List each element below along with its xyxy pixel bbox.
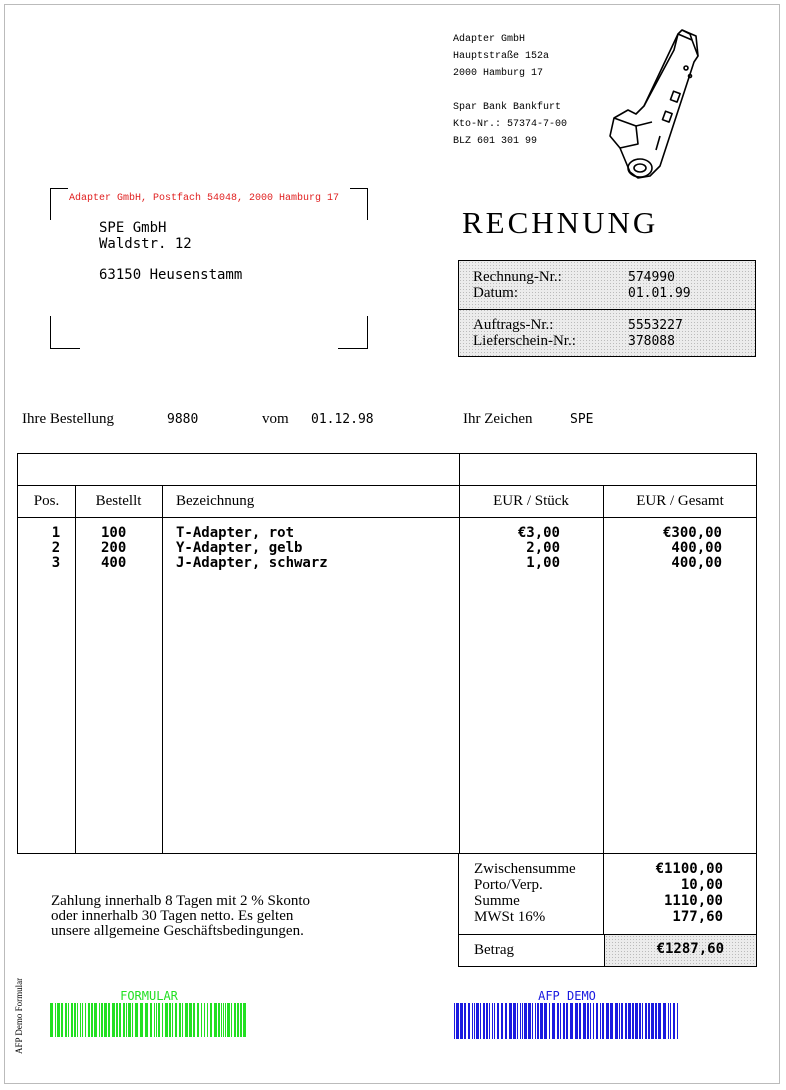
subtotal-label: Zwischensumme [474,861,576,877]
barcode-bar [472,1003,473,1039]
amount-value: €1287,60 [656,941,724,957]
barcode-bar [673,1003,675,1039]
shipping-value: 10,00 [680,877,723,893]
barcode-bar [524,1003,527,1039]
row-pos: 3 [51,555,61,571]
barcode-bar [587,1003,589,1039]
barcode-bar [221,1003,222,1037]
barcode-bar [80,1003,81,1037]
barcode-bar [108,1003,110,1037]
barcode-bar [50,1003,53,1037]
order-no-label: Auftrags-Nr.: [473,317,554,333]
order-from-label: vom [262,411,289,427]
spacer [99,252,242,267]
barcode-bar [544,1003,547,1039]
barcode-bar [606,1003,609,1039]
window-corner [50,316,51,349]
barcode-bar [476,1003,479,1039]
barcode-bar [225,1003,226,1037]
barcode-bar [140,1003,143,1037]
barcode-bar [123,1003,125,1037]
table-line [18,485,756,486]
return-address: Adapter GmbH, Postfach 54048, 2000 Hamburg 17 [69,193,340,204]
barcode-bar [227,1003,230,1037]
barcode-bar [517,1003,518,1039]
reference-label: Ihr Zeichen [463,411,533,427]
invoice-no: 574990 [628,270,675,285]
barcode-bar [513,1003,516,1039]
barcode-bar [218,1003,220,1037]
barcode-bar [179,1003,181,1037]
barcode-bar [494,1003,495,1039]
barcode-bar [145,1003,148,1037]
side-text: AFP Demo Formular [14,977,24,1054]
barcode-bar [234,1003,236,1037]
barcode-bar [537,1003,539,1039]
barcode-bar [575,1003,578,1039]
table-line [18,517,756,518]
barcode-bar [169,1003,171,1037]
barcode-bar [210,1003,212,1037]
barcode-bar [593,1003,594,1039]
barcode-bar [563,1003,565,1039]
document-title: RECHNUNG [462,205,659,240]
recipient-name: SPE GmbH [99,220,167,236]
barcode-bar [648,1003,650,1039]
barcode-bar [237,1003,239,1037]
barcode-bar [600,1003,601,1039]
barcode-bar [651,1003,654,1039]
barcode-bar [82,1003,83,1037]
barcode-bar [619,1003,620,1039]
sender-line: Adapter GmbH [453,34,526,45]
barcode-left [50,1003,248,1037]
barcode-bar [596,1003,598,1039]
barcode-bar [468,1003,470,1039]
barcode-bar [621,1003,623,1039]
row-unit-price: 1,00 [526,555,560,571]
barcode-bar [663,1003,666,1039]
barcode-bar [158,1003,160,1037]
row-total: €300,00 [662,525,722,541]
row-total: 400,00 [671,555,722,571]
barcode-bar [552,1003,555,1039]
row-pos: 2 [51,540,61,556]
barcode-bar [460,1003,463,1039]
barcode-bar [645,1003,647,1039]
barcode-bar [464,1003,466,1039]
barcode-bar [156,1003,157,1037]
adapter-logo-icon [600,26,710,186]
recipient-city: 63150 Heusenstamm [99,267,243,283]
window-corner [50,188,68,189]
barcode-bar [94,1003,97,1037]
recipient-address [99,220,242,283]
barcode-bar [128,1003,131,1037]
order-number: 9880 [167,412,199,427]
row-qty: 200 [101,540,127,556]
row-desc: J-Adapter, schwarz [176,555,328,571]
barcode-bar [625,1003,627,1039]
barcode-bar [231,1003,232,1037]
barcode-bar [135,1003,138,1037]
sender-block [453,31,567,150]
barcode-bar [540,1003,543,1039]
barcode-bar [670,1003,671,1039]
barcode-bar [602,1003,604,1039]
barcode-bar [71,1003,73,1037]
row-desc: T-Adapter, rot [176,525,295,541]
order-no: 5553227 [628,318,683,333]
barcode-bar [193,1003,195,1037]
barcode-bar [658,1003,661,1039]
barcode-bar [240,1003,242,1037]
barcode-bar [509,1003,512,1039]
window-corner [50,348,80,349]
sender-line: 2000 Hamburg 17 [453,68,544,79]
row-unit-price: €3,00 [517,525,560,541]
delivery-no: 378088 [628,334,675,349]
sender-line [453,82,567,99]
sender-line: Hauptstraße 152a [453,51,550,62]
window-corner [367,316,368,349]
barcode-bar [505,1003,507,1039]
invoice-date: 01.01.99 [628,286,691,301]
row-qty: 100 [101,525,127,541]
barcode-bar [55,1003,56,1037]
barcode-bar [474,1003,475,1039]
barcode-left-label: FORMULAR [120,989,178,1003]
barcode-bar [615,1003,618,1039]
row-pos: 1 [51,525,61,541]
shipping-label: Porto/Verp. [474,877,543,893]
invoice-info-box [458,260,756,357]
vat-label: MWSt 16% [474,909,546,925]
row-desc: Y-Adapter, gelb [176,540,303,556]
barcode-bar [610,1003,613,1039]
barcode-bar [204,1003,205,1037]
barcode-bar [632,1003,634,1039]
barcode-bar [583,1003,586,1039]
barcode-bar [201,1003,202,1037]
barcode-bar [522,1003,523,1039]
amount-box [604,934,757,967]
barcode-bar [560,1003,561,1039]
barcode-bar [489,1003,490,1039]
sender-line: Kto-Nr.: 57374-7-00 [453,119,568,130]
barcode-bar [119,1003,121,1037]
order-date: 01.12.98 [311,412,374,427]
barcode-bar [655,1003,657,1039]
barcode-bar [628,1003,631,1039]
barcode-bar [535,1003,536,1039]
reference-value: SPE [570,412,594,427]
barcode-bar [65,1003,67,1037]
window-corner [50,188,51,220]
barcode-bar [99,1003,100,1037]
col-header-pos: Pos. [33,493,60,509]
barcode-bar [456,1003,459,1039]
payment-terms-line: oder innerhalb 30 Tagen netto. Es gelten [51,908,294,924]
barcode-bar [189,1003,192,1037]
sender-line: Spar Bank Bankfurt [453,102,562,113]
barcode-bar [182,1003,183,1037]
delivery-no-label: Lieferschein-Nr.: [473,333,576,349]
order-label: Ihre Bestellung [22,411,115,427]
amount-label: Betrag [474,942,514,958]
barcode-bar [635,1003,638,1039]
barcode-bar [454,1003,455,1039]
barcode-bar [162,1003,163,1037]
row-unit-price: 2,00 [526,540,560,556]
barcode-bar [207,1003,208,1037]
barcode-bar [497,1003,499,1039]
vat-value: 177,60 [672,909,723,925]
barcode-bar [85,1003,86,1037]
col-header-unit-price: EUR / Stück [493,493,569,509]
barcode-bar [104,1003,107,1037]
barcode-bar [483,1003,485,1039]
totals-line [603,854,604,934]
col-header-ordered: Bestellt [95,493,142,509]
barcode-bar [642,1003,643,1039]
barcode-bar [486,1003,488,1039]
payment-terms-line: unsere allgemeine Geschäftsbedingungen. [51,923,304,939]
row-total: 400,00 [671,540,722,556]
barcode-bar [549,1003,550,1039]
window-corner [350,188,368,189]
barcode-bar [57,1003,60,1037]
barcode-bar [77,1003,78,1037]
barcode-bar [126,1003,127,1037]
barcode-bar [101,1003,103,1037]
barcode-right-label: AFP DEMO [538,989,596,1003]
invoice-no-label: Rechnung-Nr.: [473,269,562,285]
barcode-bar [528,1003,531,1039]
sum-value: 1110,00 [663,893,723,909]
barcode-bar [557,1003,559,1039]
info-divider [459,309,755,310]
barcode-bar [520,1003,521,1039]
barcode-bar [677,1003,678,1039]
window-corner [367,188,368,220]
payment-terms [51,894,310,939]
barcode-bar [61,1003,63,1037]
barcode-bar [172,1003,173,1037]
barcode-bar [68,1003,69,1037]
barcode-bar [492,1003,493,1039]
barcode-bar [185,1003,188,1037]
barcode-bar [165,1003,168,1037]
barcode-bar [88,1003,90,1037]
window-corner [338,348,368,349]
sum-label: Summe [474,893,520,909]
sender-line: BLZ 601 301 99 [453,136,538,147]
barcode-bar [150,1003,152,1037]
subtotal-value: €1100,00 [655,861,723,877]
barcode-right [454,1003,680,1039]
table-line [459,454,460,853]
barcode-bar [154,1003,155,1037]
totals-block [458,854,757,967]
barcode-bar [175,1003,177,1037]
barcode-bar [243,1003,246,1037]
row-qty: 400 [101,555,127,571]
table-line [162,485,163,853]
payment-terms-line: Zahlung innerhalb 8 Tagen mit 2 % Skonto [51,893,311,909]
barcode-bar [223,1003,224,1037]
barcode-bar [91,1003,93,1037]
barcode-bar [501,1003,503,1039]
barcode-bar [132,1003,133,1037]
date-label: Datum: [473,285,518,301]
items-table [17,453,757,854]
col-header-description: Bezeichnung [176,493,255,509]
barcode-bar [116,1003,118,1037]
barcode-bar [639,1003,641,1039]
barcode-bar [112,1003,115,1037]
barcode-bar [197,1003,199,1037]
barcode-bar [480,1003,481,1039]
col-header-total: EUR / Gesamt [636,493,724,509]
barcode-bar [570,1003,573,1039]
barcode-bar [532,1003,533,1039]
barcode-bar [668,1003,669,1039]
barcode-bar [566,1003,568,1039]
barcode-bar [590,1003,591,1039]
barcode-bar [579,1003,581,1039]
barcode-bar [74,1003,76,1037]
recipient-street: Waldstr. 12 [99,236,192,252]
barcode-bar [214,1003,217,1037]
